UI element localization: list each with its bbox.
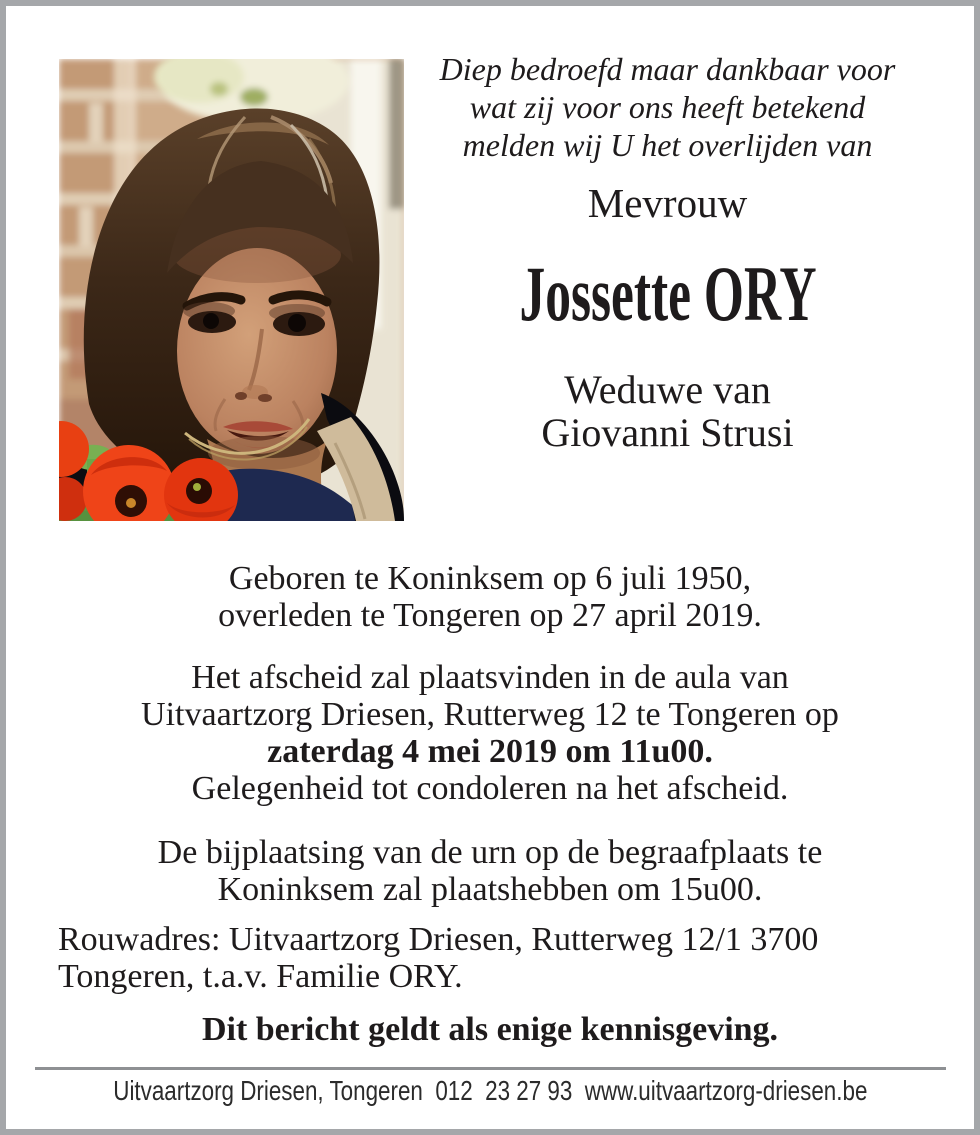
- deceased-name: [405, 252, 930, 336]
- condolence-line: Gelegenheid tot condoleren na het afscheid.: [191, 770, 789, 807]
- mourning-address-line: Rouwadres: Uitvaartzorg Driesen, Rutterweg 12/1 3700: [58, 921, 819, 958]
- deceased-name-text: Jossette ORY: [519, 250, 816, 337]
- relation-line: Giovanni Strusi: [541, 410, 794, 455]
- farewell-paragraph: [0, 659, 980, 807]
- footer: [0, 1075, 980, 1107]
- urn-line: De bijplaatsing van de urn op de begraafplaats te: [157, 834, 823, 871]
- portrait-photo: [59, 59, 404, 521]
- intro-line: Diep bedroefd maar dankbaar voor: [439, 51, 896, 87]
- footer-contact-text: Uitvaartzorg Driesen, Tongeren 012 23 27 93 www.uitvaartzorg-driesen.be: [112, 1075, 868, 1106]
- salutation: Mevrouw: [587, 180, 748, 226]
- intro-line: melden wij U het overlijden van: [462, 127, 873, 163]
- intro-text: [405, 50, 930, 164]
- urn-line: Koninksem zal plaatshebben om 15u00.: [217, 871, 763, 908]
- mourning-address-line: Tongeren, t.a.v. Familie ORY.: [58, 958, 463, 995]
- mourning-address-paragraph: [58, 921, 938, 995]
- birth-line: Geboren te Koninksem op 6 juli 1950,: [228, 560, 752, 597]
- relation-line: Weduwe van: [564, 367, 771, 412]
- urn-paragraph: [0, 834, 980, 908]
- left-eye: [188, 311, 236, 333]
- life-dates-paragraph: [0, 560, 980, 634]
- right-eye: [273, 312, 325, 336]
- intro-line: wat zij voor ons heeft betekend: [469, 89, 866, 125]
- farewell-line: Uitvaartzorg Driesen, Rutterweg 12 te Tongeren op: [141, 696, 839, 733]
- farewell-date-time: zaterdag 4 mei 2019 om 11u00.: [267, 733, 713, 770]
- footer-divider: [35, 1067, 946, 1070]
- closing-statement: Dit bericht geldt als enige kennisgeving.: [201, 1011, 779, 1048]
- relation-text: [405, 368, 930, 454]
- death-line: overleden te Tongeren op 27 april 2019.: [218, 597, 762, 634]
- farewell-line: Het afscheid zal plaatsvinden in de aula van: [191, 659, 789, 696]
